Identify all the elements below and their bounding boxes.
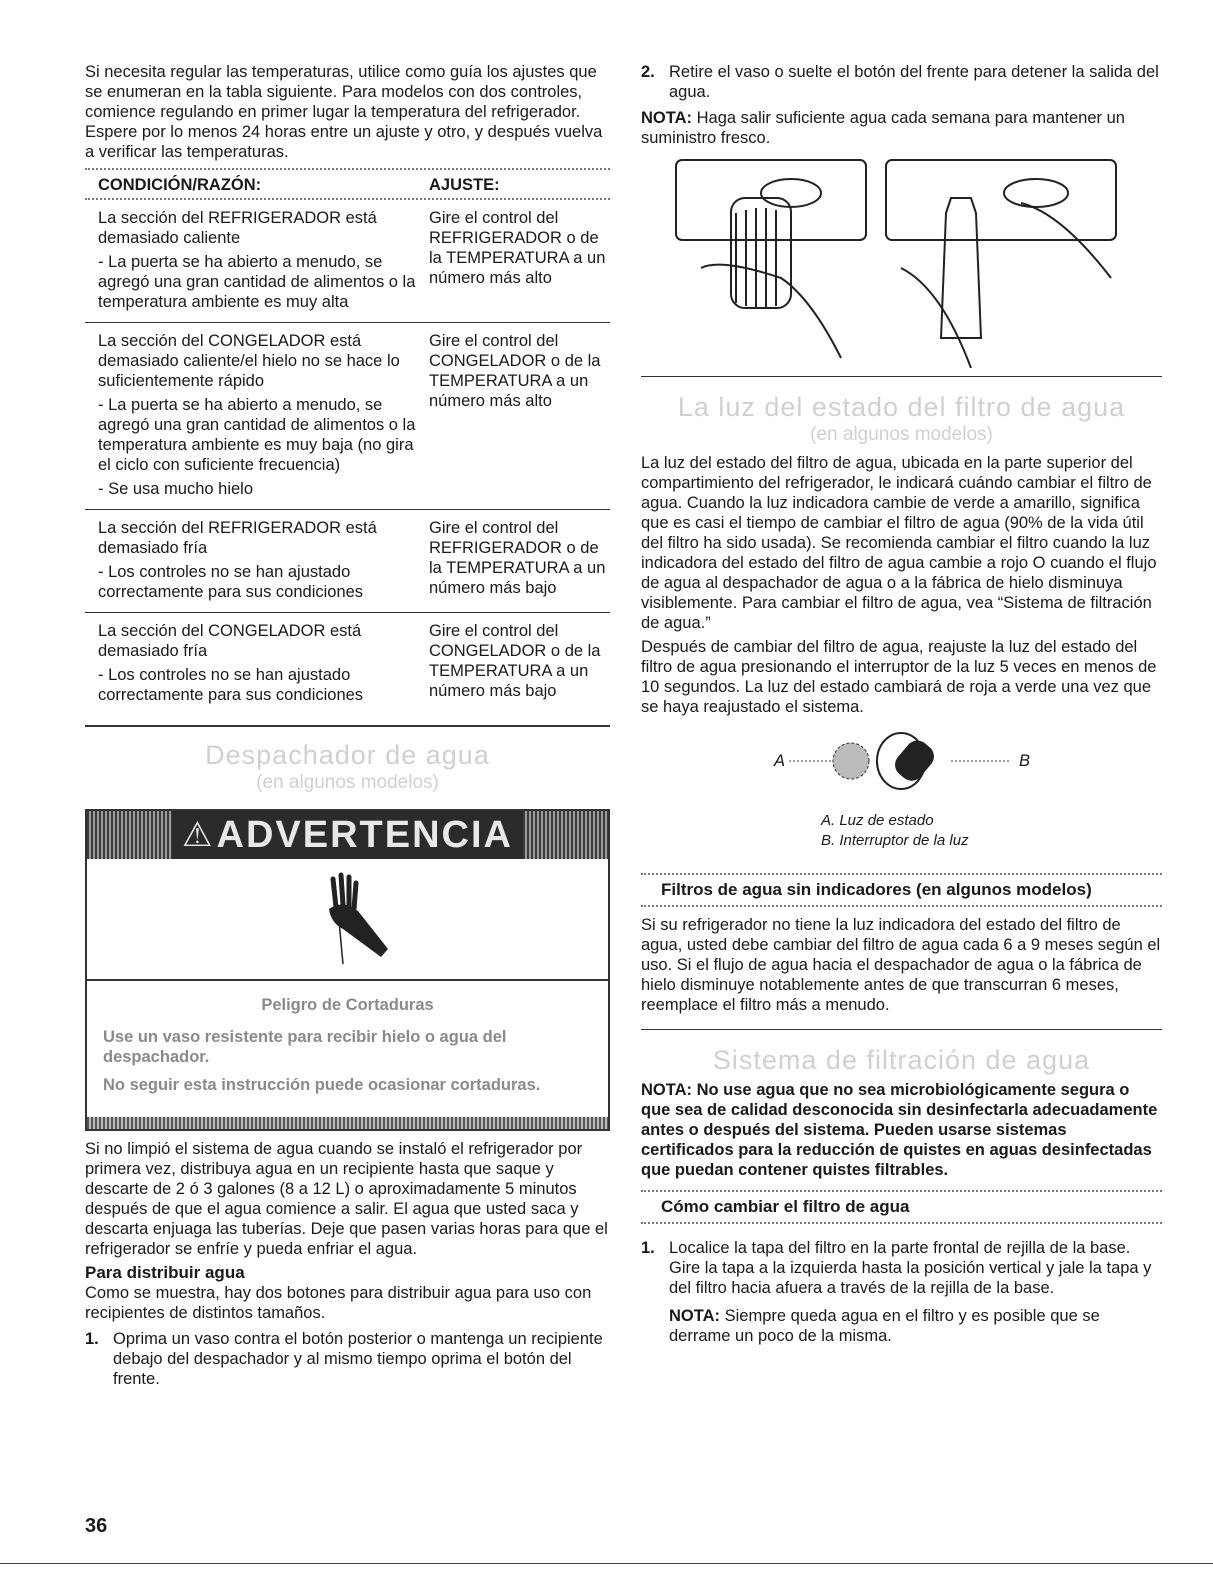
flush-paragraph: Si no limpió el sistema de agua cuando se instaló el refrigerador por primera vez, distribuya agua en un recipiente hasta que saque y descarte de 2 ó 3 galones (8 a 12 L) o aproximadamente 5 minutos después de que el agua comience a salir. El agua que usted saca y descarta enjuaga las tuberías. Deje que pasen varias horas para que el refrigerador se enfríe y pueda enfriar el agua. [85, 1140, 608, 1258]
label-a: A [774, 752, 786, 770]
row-cause: La sección del REFRIGERADOR está demasiado caliente [98, 209, 377, 247]
dispense-heading: Para distribuir agua [85, 1263, 245, 1282]
table-row [85, 323, 610, 509]
dispenser-title: Despachador de agua [205, 740, 490, 770]
row-reason: - Se usa mucho hielo [98, 480, 254, 498]
warning-pictogram [87, 859, 608, 981]
dispenser-illustration [641, 158, 1162, 368]
row-cause: La sección del CONGELADOR está demasiado fría [98, 622, 362, 660]
change-note [669, 1306, 1162, 1346]
warning-box [85, 809, 610, 1131]
step-item [641, 1238, 1162, 1298]
header-adjust: AJUSTE: [429, 176, 500, 194]
label-b: B [1019, 752, 1031, 770]
warning-bottom-band [87, 1117, 608, 1129]
row-adjust: Gire el control del REFRIGERADOR o de la TEMPERATURA a un número más alto [429, 209, 606, 287]
cut-hand-icon [303, 869, 393, 969]
intro-paragraph: Si necesita regular las temperaturas, utilice como guía los ajustes que se enumeran en la tabla siguiente. Para modelos con dos controles, comience regulando en primer lugar la temperatura del refrigerador. Espere por lo menos 24 horas entre un ajuste y otro, y después vuelva a verificar las temperaturas. [85, 63, 603, 161]
header-condition: CONDICIÓN/RAZÓN: [98, 176, 262, 194]
warning-title: Peligro de Cortaduras [261, 996, 434, 1014]
dispenser-illustration-svg [641, 158, 1162, 368]
right-column [641, 62, 1162, 1346]
footer-rule [0, 1563, 1213, 1564]
light-paragraph-1: La luz del estado del filtro de agua, ubicada en la parte superior del compartimiento del refrigerador, le indicará cuándo cambiar el filtro de agua. Cuando la luz indicadora cambie de verde a amarillo, significa que es casi el tiempo de cambiar el filtro de agua (90% de la vida útil del filtro ha sido usada). Se recomienda cambiar el filtro cuando la luz indicadora del estado del filtro de agua cambie a rojo O cuando el flujo de agua al despachador de agua o a la fábrica de hielo disminuya visiblemente. Para cambiar el filtro de agua, vea “Sistema de filtración de agua.” [641, 454, 1157, 632]
note-paragraph [641, 108, 1162, 148]
note-text: Haga salir suficiente agua cada semana para mantener un suministro fresco. [641, 109, 1125, 147]
change-filter-heading: Cómo cambiar el filtro de agua [661, 1197, 910, 1216]
step-text: Localice la tapa del filtro en la parte frontal de rejilla de la base. Gire la tapa a la izquierda hasta la posición vertical y jale la tapa y del filtro hacia afuera a través de la rejilla de la base. [669, 1239, 1152, 1297]
table-header [85, 170, 610, 198]
step-number: 1. [641, 1239, 655, 1257]
row-reason: - La puerta se ha abierto a menudo, se agregó una gran cantidad de alimentos o la temperatura ambiente es muy baja (no gira el ciclo con suficiente frecuencia) [98, 396, 416, 474]
page-number: 36 [85, 1515, 108, 1537]
left-column [85, 62, 610, 1389]
row-adjust: Gire el control del CONGELADOR o de la TEMPERATURA a un número más bajo [429, 622, 601, 700]
dispenser-subtitle: (en algunos modelos) [256, 772, 439, 793]
dispense-paragraph: Como se muestra, hay dos botones para distribuir agua para uso con recipientes de distintos tamaños. [85, 1284, 592, 1322]
note-text: Siempre queda agua en el filtro y es posible que se derrame un poco de la misma. [669, 1307, 1100, 1345]
no-indicator-heading: Filtros de agua sin indicadores (en algunos modelos) [661, 880, 1092, 899]
caption-b: B. Interruptor de la luz [821, 832, 969, 849]
row-adjust: Gire el control del CONGELADOR o de la TEMPERATURA a un número más alto [429, 332, 601, 410]
light-paragraph-2: Después de cambiar del filtro de agua, reajuste la luz del estado del filtro de agua presionando el interruptor de la luz 5 veces en menos de 10 segundos. La luz del estado cambiará de roja a verde una vez que se haya reajustado el sistema. [641, 638, 1157, 716]
warning-line2: No seguir esta instrucción puede ocasionar cortaduras. [103, 1076, 541, 1094]
table-row [85, 613, 610, 715]
filtration-title: Sistema de filtración de agua [712, 1045, 1091, 1075]
caption-a: A. Luz de estado [821, 812, 934, 829]
light-title: La luz del estado del filtro de agua [677, 392, 1126, 422]
step-item [85, 1329, 610, 1389]
step-number: 2. [641, 63, 655, 81]
row-reason: - La puerta se ha abierto a menudo, se agregó una gran cantidad de alimentos o la temperatura ambiente es muy alta [98, 253, 416, 311]
status-light-diagram [641, 721, 1162, 811]
table-row [85, 200, 610, 322]
row-cause: La sección del REFRIGERADOR está demasiado fría [98, 519, 377, 557]
status-light-icon [833, 743, 869, 779]
no-indicator-paragraph: Si su refrigerador no tiene la luz indicadora del estado del filtro de agua, usted debe cambiar del filtro de agua cada 6 a 9 meses según el uso. Si el flujo de agua hacia el despachador de agua o la fábrica de hielo disminuye notablemente antes de que transcurran 6 meses, reemplace el filtro más a menudo. [641, 916, 1161, 1014]
table-row [85, 510, 610, 612]
step-number: 1. [85, 1330, 99, 1348]
warning-banner [87, 811, 608, 859]
note-label: NOTA: [641, 109, 693, 127]
light-diagram [641, 721, 1162, 811]
row-adjust: Gire el control del REFRIGERADOR o de la TEMPERATURA a un número más bajo [429, 519, 606, 597]
row-reason: - Los controles no se han ajustado correctamente para sus condiciones [98, 666, 364, 704]
step-text: Retire el vaso o suelte el botón del frente para detener la salida del agua. [669, 63, 1159, 101]
row-cause: La sección del CONGELADOR está demasiado caliente/el hielo no se hace lo suficientemente rápido [98, 332, 400, 390]
step-item [641, 62, 1162, 102]
warning-triangle-icon: ⚠ [182, 816, 215, 854]
divider [641, 1222, 1162, 1224]
divider [641, 905, 1162, 907]
warning-line1: Use un vaso resistente para recibir hielo o agua del despachador. [103, 1028, 507, 1066]
step-text: Oprima un vaso contra el botón posterior o mantenga un recipiente debajo del despachador y al mismo tiempo oprima el botón del frente. [113, 1330, 603, 1388]
light-subtitle: (en algunos modelos) [810, 424, 993, 445]
filtration-note: NOTA: No use agua que no sea microbiológicamente segura o que sea de calidad desconocida sin desinfectarla adecuadamente antes o después del sistema. Pueden usarse sistemas certificados para la reducción de quistes en aguas desinfectadas que puedan contener quistes filtrables. [641, 1081, 1158, 1179]
note-label: NOTA: [669, 1307, 721, 1325]
warning-body [87, 981, 608, 1117]
row-reason: - Los controles no se han ajustado correctamente para sus condiciones [98, 563, 364, 601]
warning-banner-text: ADVERTENCIA [216, 814, 513, 856]
